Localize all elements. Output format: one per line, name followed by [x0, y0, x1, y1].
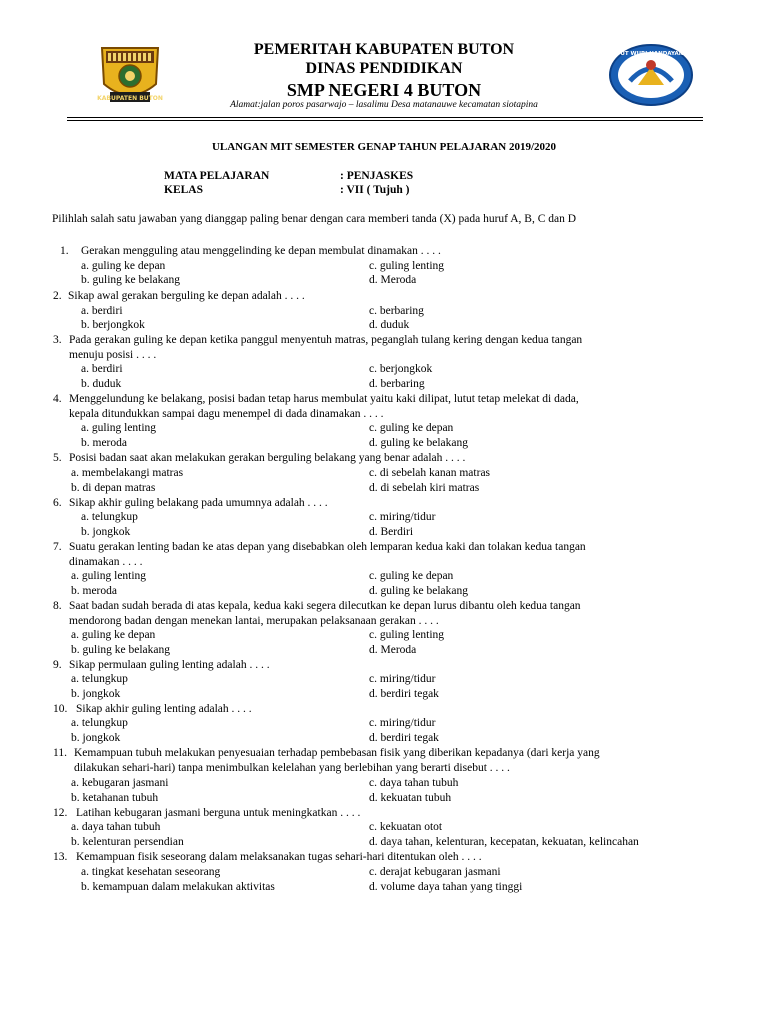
- option-c: c. berjongkok: [369, 363, 433, 375]
- question-text: Latihan kebugaran jasmani berguna untuk meningkatkan . . . .: [76, 807, 361, 819]
- question-text: Sikap awal gerakan berguling ke depan adalah . . . .: [68, 290, 305, 302]
- option-d: d. guling ke belakang: [369, 437, 469, 449]
- question-number: 6.: [53, 497, 62, 509]
- class-label: KELAS: [164, 184, 203, 196]
- option-c: c. guling ke depan: [369, 570, 454, 582]
- question-text-cont: menuju posisi . . . .: [69, 349, 157, 361]
- option-c: c. guling lenting: [369, 629, 445, 641]
- option-d: d. berbaring: [369, 378, 425, 390]
- left-logo-text: KABUPATEN BUTON: [97, 95, 163, 102]
- option-d: d. berdiri tegak: [369, 732, 439, 744]
- option-a: a. telungkup: [71, 717, 128, 729]
- question-text-cont: dilakukan sehari-hari) tanpa menimbulkan kelelahan yang berlebihan yang berarti disebut . . . .: [74, 762, 510, 774]
- option-d: d. kekuatan tubuh: [369, 792, 452, 804]
- question-text-cont: dinamakan . . . .: [69, 556, 143, 568]
- option-c: c. kekuatan otot: [369, 821, 443, 833]
- option-d: d. guling ke belakang: [369, 585, 469, 597]
- question-number: 10.: [53, 703, 68, 715]
- question-number: 12.: [53, 807, 68, 819]
- option-c: c. miring/tidur: [369, 717, 436, 729]
- option-c: c. miring/tidur: [369, 673, 436, 685]
- question-text: Kemampuan tubuh melakukan penyesuaian terhadap pembebasan fisik yang diberikan kepadanya (dari kerja yang: [74, 747, 600, 759]
- option-c: c. guling ke depan: [369, 422, 454, 434]
- option-d: d. duduk: [369, 319, 410, 331]
- option-a: a. guling ke depan: [81, 260, 166, 272]
- option-a: a. telungkup: [71, 673, 128, 685]
- question-text-cont: kepala ditundukkan sampai dagu menempel di dada dinamakan . . . .: [69, 408, 384, 420]
- question-text-cont: mendorong badan dengan menekan lantai, merupakan pelaksanaan gerakan . . . .: [69, 615, 439, 627]
- option-a: a. kebugaran jasmani: [71, 777, 169, 789]
- option-d: d. volume daya tahan yang tinggi: [369, 881, 523, 893]
- option-b: b. jongkok: [81, 526, 131, 538]
- option-a: a. berdiri: [81, 305, 123, 317]
- option-d: d. berdiri tegak: [369, 688, 439, 700]
- question-text: Sikap akhir guling lenting adalah . . . .: [76, 703, 252, 715]
- subject-label: MATA PELAJARAN: [164, 170, 270, 182]
- option-b: b. jongkok: [71, 732, 121, 744]
- header-government: PEMERITAH KABUPATEN BUTON: [253, 41, 515, 58]
- option-c: c. di sebelah kanan matras: [369, 467, 491, 479]
- option-b: b. meroda: [71, 585, 117, 597]
- exam-title: ULANGAN MIT SEMESTER GENAP TAHUN PELAJARAN 2019/2020: [211, 141, 557, 153]
- instruction-text: Pilihlah salah satu jawaban yang dianggap paling benar dengan cara memberi tanda (X) pada huruf A, B, C dan D: [52, 213, 577, 225]
- option-a: a. telungkup: [81, 511, 138, 523]
- option-d: d. Meroda: [369, 274, 417, 286]
- option-c: c. berbaring: [369, 305, 424, 317]
- option-d: d. Meroda: [369, 644, 417, 656]
- header-divider: [67, 117, 703, 118]
- question-text: Posisi badan saat akan melakukan gerakan berguling belakang yang benar adalah . . . .: [69, 452, 466, 464]
- option-b: b. meroda: [81, 437, 127, 449]
- option-d: d. daya tahan, kelenturan, kecepatan, kekuatan, kelincahan: [369, 836, 639, 848]
- question-text: Sikap akhir guling belakang pada umumnya adalah . . . .: [69, 497, 328, 509]
- question-text: Menggelundung ke belakang, posisi badan tetap harus membulat yaitu kaki dilipat, lutut tetap melekat di dada,: [69, 393, 579, 405]
- header-divider-thin: [67, 120, 703, 121]
- option-c: c. miring/tidur: [369, 511, 436, 523]
- option-a: a. guling lenting: [81, 422, 157, 434]
- question-text: Gerakan mengguling atau menggelinding ke depan membulat dinamakan . . . .: [81, 245, 441, 257]
- question-number: 3.: [53, 334, 62, 346]
- option-c: c. daya tahan tubuh: [369, 777, 459, 789]
- question-text: Pada gerakan guling ke depan ketika panggul menyentuh matras, peganglah tulang kering dengan kedua tangan: [69, 334, 583, 346]
- question-number: 7.: [53, 541, 62, 553]
- option-a: a. membelakangi matras: [71, 467, 184, 479]
- subject-value: : PENJASKES: [340, 170, 414, 182]
- option-a: a. berdiri: [81, 363, 123, 375]
- option-c: c. derajat kebugaran jasmani: [369, 866, 501, 878]
- option-b: b. kelenturan persendian: [71, 836, 184, 848]
- subject-row: [164, 170, 413, 182]
- option-b: b. guling ke belakang: [71, 644, 171, 656]
- header-department: DINAS PENDIDIKAN: [305, 60, 463, 77]
- option-c: c. guling lenting: [369, 260, 445, 272]
- option-b: b. di depan matras: [71, 482, 156, 494]
- option-d: d. di sebelah kiri matras: [369, 482, 480, 494]
- question-number: 9.: [53, 659, 62, 671]
- question-number: 5.: [53, 452, 62, 464]
- option-d: d. Berdiri: [369, 526, 414, 538]
- option-b: b. berjongkok: [81, 319, 145, 331]
- question-number: 4.: [53, 393, 62, 405]
- header-address: Alamat:jalan poros pasarwajo – lasalimu Desa matanauwe kecamatan siotapina: [230, 100, 538, 110]
- class-row: [164, 184, 409, 196]
- option-a: a. guling lenting: [71, 570, 147, 582]
- question-text: Kemampuan fisik seseorang dalam melaksanakan tugas sehari-hari ditentukan oleh . . . .: [76, 851, 482, 863]
- option-a: a. tingkat kesehatan seseorang: [81, 866, 221, 878]
- option-b: b. duduk: [81, 378, 122, 390]
- question-number: 8.: [53, 600, 62, 612]
- option-a: a. guling ke depan: [71, 629, 156, 641]
- option-b: b. kemampuan dalam melakukan aktivitas: [81, 881, 275, 893]
- question-number: 1.: [60, 245, 69, 257]
- option-a: a. daya tahan tubuh: [71, 821, 161, 833]
- question-text: Sikap permulaan guling lenting adalah . . . .: [69, 659, 270, 671]
- header-school: SMP NEGERI 4 BUTON: [286, 80, 482, 100]
- option-b: b. ketahanan tubuh: [71, 792, 159, 804]
- question-text: Saat badan sudah berada di atas kepala, kedua kaki segera dilecutkan ke depan lurus dibantu oleh kedua tangan: [69, 600, 581, 612]
- option-b: b. guling ke belakang: [81, 274, 181, 286]
- question-number: 13.: [53, 851, 68, 863]
- option-b: b. jongkok: [71, 688, 121, 700]
- question-number: 11.: [53, 747, 67, 759]
- right-logo-text: TUT WURI HANDAYANI: [616, 51, 686, 57]
- question-number: 2.: [53, 290, 62, 302]
- class-value: : VII ( Tujuh ): [340, 184, 410, 196]
- question-text: Suatu gerakan lenting badan ke atas depan yang disebabkan oleh lemparan kedua kaki dan tolakan kedua tangan: [69, 541, 586, 553]
